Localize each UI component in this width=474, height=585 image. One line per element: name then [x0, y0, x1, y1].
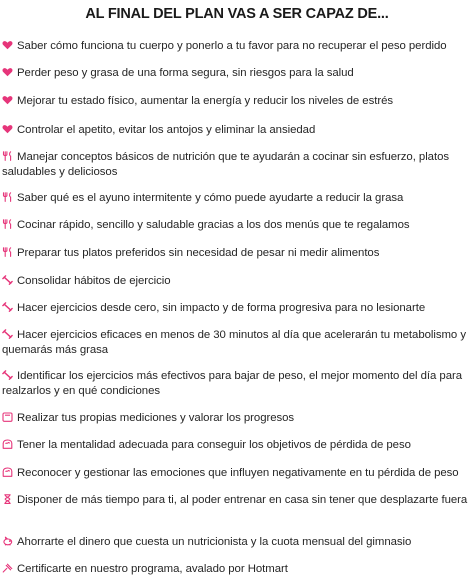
list-item — [2, 39, 472, 54]
benefit-text: Certificarte en nuestro programa, avalado por Hotmart — [17, 563, 288, 575]
benefit-text: Preparar tus platos preferidos sin necesidad de pesar ni medir alimentos — [17, 247, 380, 259]
benefit-text: Disponer de más tiempo para ti, al poder entrenar en casa sin tener que desplazarte fuera — [17, 494, 468, 506]
benefit-text: Perder peso y grasa de una forma segura, sin riesgos para la salud — [17, 67, 354, 79]
list-item — [2, 66, 472, 81]
page-title: AL FINAL DEL PLAN VAS A SER CAPAZ DE... — [85, 6, 389, 22]
piggy-bank-icon — [2, 536, 13, 546]
scale-icon — [2, 412, 13, 422]
benefit-text: Controlar el apetito, evitar los antojos y eliminar la ansiedad — [17, 124, 316, 136]
hourglass-icon — [2, 494, 13, 504]
heart-icon — [2, 67, 13, 77]
heart-icon — [2, 95, 13, 105]
list-item — [2, 438, 472, 453]
cutlery-icon — [2, 151, 13, 161]
cutlery-icon — [2, 247, 13, 257]
list-item — [2, 191, 472, 206]
benefit-text: Hacer ejercicios eficaces en menos de 30 minutos al día que acelerarán tu metabolismo y quemarás más grasa — [2, 329, 466, 356]
brain-icon — [2, 439, 13, 449]
cutlery-icon — [2, 219, 13, 229]
benefit-text: Reconocer y gestionar las emociones que influyen negativamente en tu pérdida de peso — [17, 467, 459, 479]
dumbbell-icon — [2, 370, 13, 380]
list-item — [2, 369, 472, 399]
benefit-text: Tener la mentalidad adecuada para conseguir los objetivos de pérdida de peso — [17, 439, 411, 451]
list-item — [2, 466, 472, 481]
list-item — [2, 274, 472, 289]
list-item — [2, 246, 472, 261]
dumbbell-icon — [2, 302, 13, 312]
benefit-text: Saber cómo funciona tu cuerpo y ponerlo a tu favor para no recuperar el peso perdido — [17, 40, 447, 52]
benefit-text: Identificar los ejercicios más efectivos para bajar de peso, el mejor momento del día para realzarlos y en qué condiciones — [2, 370, 463, 397]
cutlery-icon — [2, 192, 13, 202]
benefit-text: Consolidar hábitos de ejercicio — [17, 275, 171, 287]
list-item — [2, 535, 472, 550]
certificate-icon — [2, 563, 13, 573]
heart-icon — [2, 40, 13, 50]
list-item — [2, 562, 472, 577]
list-item — [2, 123, 472, 138]
benefit-text: Mejorar tu estado físico, aumentar la energía y reducir los niveles de estrés — [17, 95, 394, 107]
benefit-text: Ahorrarte el dinero que cuesta un nutricionista y la cuota mensual del gimnasio — [17, 536, 412, 548]
list-item — [2, 493, 472, 508]
list-item — [2, 150, 472, 180]
benefit-text: Hacer ejercicios desde cero, sin impacto y de forma progresiva para no lesionarte — [17, 302, 426, 314]
list-item — [2, 411, 472, 426]
benefit-text: Saber qué es el ayuno intermitente y cómo puede ayudarte a reducir la grasa — [17, 192, 404, 204]
brain-icon — [2, 467, 13, 477]
heart-icon — [2, 124, 13, 134]
list-item — [2, 94, 472, 109]
benefit-text: Cocinar rápido, sencillo y saludable gracias a los dos menús que te regalamos — [17, 219, 410, 231]
benefit-text: Realizar tus propias mediciones y valorar los progresos — [17, 412, 295, 424]
list-item — [2, 218, 472, 233]
benefit-text: Manejar conceptos básicos de nutrición que te ayudarán a cocinar sin esfuerzo, platos saludables y deliciosos — [2, 151, 450, 178]
list-item — [2, 301, 472, 316]
dumbbell-icon — [2, 329, 13, 339]
list-item — [2, 328, 472, 358]
dumbbell-icon — [2, 275, 13, 285]
